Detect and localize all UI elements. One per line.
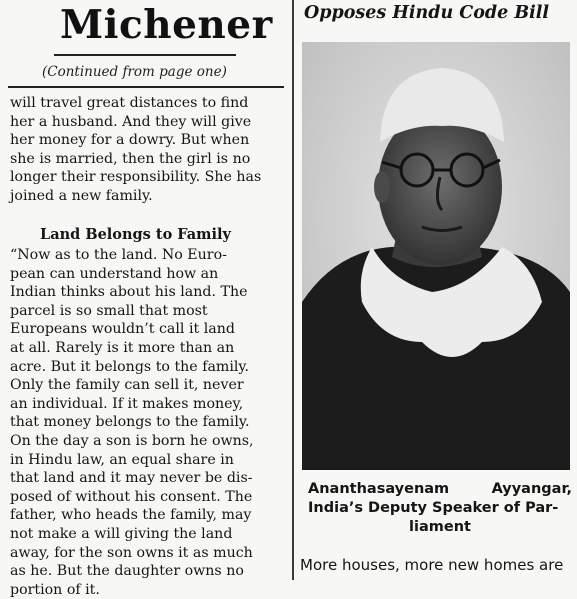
caption-line-2: India’s Deputy Speaker of Par- xyxy=(308,500,559,516)
text-line: pean can understand how an xyxy=(10,265,219,282)
text-line: father, who heads the family, may xyxy=(10,507,252,524)
text-line: On the day a son is born he owns, xyxy=(10,432,254,449)
text-line: she is married, then the girl is no xyxy=(10,150,251,167)
text-line: not make a will giving the land xyxy=(10,525,233,542)
article-paragraph-1 xyxy=(10,94,290,206)
caption-name-last: Ayyangar, xyxy=(491,481,572,497)
text-line: parcel is so small that most xyxy=(10,302,208,319)
article-paragraph-2 xyxy=(10,246,290,599)
text-line: posed of without his consent. The xyxy=(10,488,253,505)
photo-headline: Opposes Hindu Code Bill xyxy=(304,3,550,23)
text-line: portion of it. xyxy=(10,581,100,598)
portrait-illustration xyxy=(302,42,570,470)
text-line: that land and it may never be dis- xyxy=(10,470,253,487)
text-line: her money for a dowry. But when xyxy=(10,132,250,149)
text-line: an individual. If it makes money, xyxy=(10,395,244,412)
text-line: as he. But the daughter owns no xyxy=(10,563,244,580)
next-article-text: More houses, more new homes are xyxy=(300,556,564,574)
article-headline: Michener xyxy=(60,2,273,48)
continued-notice: (Continued from page one) xyxy=(42,64,227,80)
headline-rule-bottom xyxy=(8,86,284,88)
column-divider xyxy=(292,0,294,580)
text-line: her a husband. And they will give xyxy=(10,113,252,130)
portrait-photo xyxy=(302,42,570,470)
text-line: will travel great distances to find xyxy=(10,95,249,111)
text-line: longer their responsibility. She has xyxy=(10,169,262,186)
text-line: acre. But it belongs to the family. xyxy=(10,358,250,375)
text-line: that money belongs to the family. xyxy=(10,414,250,431)
photo-caption xyxy=(308,480,572,537)
text-line: Only the family can sell it, never xyxy=(10,377,244,394)
headline-rule-top xyxy=(54,54,236,56)
caption-line-1 xyxy=(308,480,572,499)
text-line: Indian thinks about his land. The xyxy=(10,284,248,301)
caption-name-first: Ananthasayenam xyxy=(308,481,450,497)
text-line: “Now as to the land. No Euro- xyxy=(10,247,227,263)
section-subhead: Land Belongs to Family xyxy=(40,226,231,243)
text-line: at all. Rarely is it more than an xyxy=(10,339,235,356)
text-line: joined a new family. xyxy=(10,187,153,204)
text-line: in Hindu law, an equal share in xyxy=(10,451,234,468)
right-photo-column xyxy=(298,0,577,580)
text-line: away, for the son owns it as much xyxy=(10,544,253,561)
text-line: Europeans wouldn’t call it land xyxy=(10,321,235,338)
caption-line-3: liament xyxy=(409,519,471,535)
